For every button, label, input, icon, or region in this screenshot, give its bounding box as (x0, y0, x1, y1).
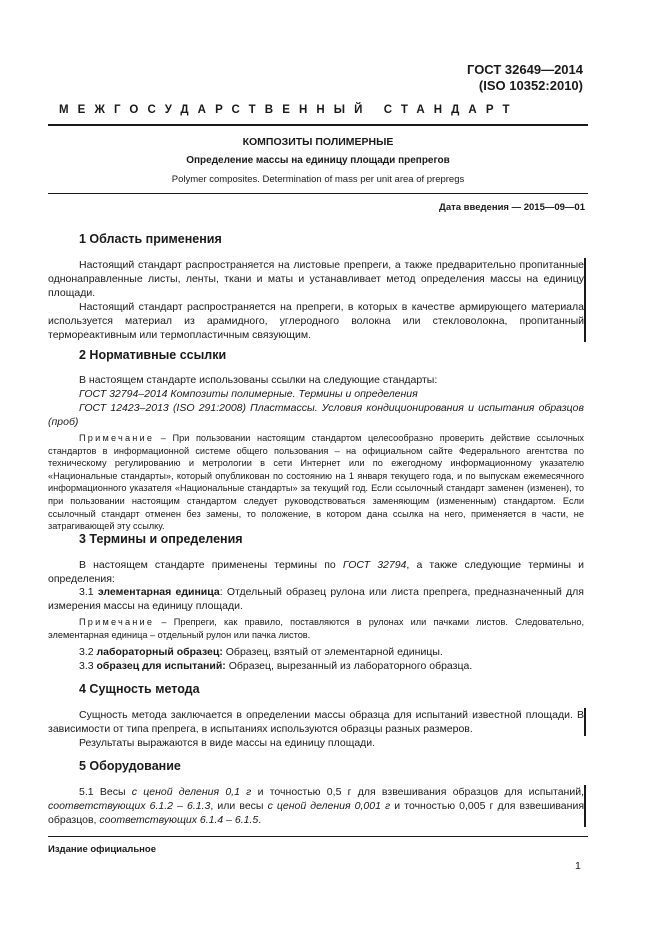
title-ru-main: КОМПОЗИТЫ ПОЛИМЕРНЫЕ (242, 136, 394, 148)
section-2-heading: 2 Нормативные ссылки (79, 348, 227, 362)
section-3-intro: В настоящем стандарте применены термины по ГОСТ 32794, а также следующие термины и определения: (48, 559, 585, 585)
term-3-2: 3.2 лабораторный образец: Образец, взятый от элементарной единицы. (79, 646, 443, 658)
title-rule (48, 193, 588, 194)
section-4-heading: 4 Сущность метода (79, 682, 200, 696)
section-1-heading: 1 Область применения (79, 232, 222, 246)
title-en: Polymer composites. Determination of mass per unit area of prepregs (171, 174, 465, 185)
section-1-paragraph-2: Настоящий стандарт распространяется на препреги, в которых в качестве армирующего материала используется материал из арамидного, углеродного волокна или стекловолокна, пропитанный термореактивным или термопластичным связующим. (48, 301, 584, 341)
reference-gost-12423: ГОСТ 12423–2013 (ISO 291:2008) Пластмассы. Условия кондиционирования и испытания образцов (проб) (48, 402, 584, 428)
change-mark (584, 258, 586, 342)
gost-designation (467, 62, 583, 94)
term-3-3: 3.3 образец для испытаний: Образец, вырезанный из лабораторного образца. (79, 660, 473, 672)
header-rule (48, 124, 588, 126)
section-3-note: Примечание – Препреги, как правило, поставляются в рулонах или пачками листов. Следовательно, элементарная единица – отдельный рулон или пачка листов. (48, 617, 584, 640)
section-3-heading: 3 Термины и определения (79, 532, 243, 546)
introduction-date: Дата введения — 2015—09—01 (439, 202, 585, 213)
footer-rule (48, 836, 588, 837)
section-1-paragraph-1: Настоящий стандарт распространяется на листовые препреги, а также предварительно пропитанные однонаправленные листы, ленты, ткани и маты и устанавливает метод определения массы на единицу площади. (48, 259, 584, 299)
term-3-1: 3.1 элементарная единица: Отдельный образец рулона или листа препрега, предназначенный для измерения массы на единицу площади. (48, 586, 584, 612)
interstate-standard-label: МЕЖГОСУДАРСТВЕННЫЙ СТАНДАРТ (59, 104, 519, 116)
change-mark (584, 785, 586, 827)
section-5-paragraph: 5.1 Весы с ценой деления 0,1 г и точностью 0,5 г для взвешивания образцов для испытаний, соответствующих 6.1.2 – 6.1.3, или весы с ценой деления 0,001 г и точностью 0,005 г для взвешивания образцов, соответствующих 6.1.4 – 6.1.5. (48, 786, 585, 826)
section-4-paragraph-2: Результаты выражаются в виде массы на единицу площади. (79, 737, 376, 749)
iso-number: (ISO 10352:2010) (478, 78, 583, 93)
gost-number: ГОСТ 32649—2014 (467, 62, 583, 77)
page-number: 1 (575, 860, 581, 872)
section-5-heading: 5 Оборудование (79, 759, 181, 773)
reference-gost-32794: ГОСТ 32794–2014 Композиты полимерные. Термины и определения (79, 388, 418, 400)
section-2-intro: В настоящем стандарте использованы ссылки на следующие стандарты: (79, 374, 438, 386)
section-2-note: Примечание – При пользовании настоящим стандартом целесообразно проверить действие ссылочных стандартов в информационной системе общего пользования – на официальном сайте Федерального агентства по техническому регулированию и метрологии в сети Интернет или по ежегодному информационному указателю «Национальные стандарты», который опубликован по состоянию на 1 января текущего года, и по выпускам ежемесячного информационного указателя «Национальные стандарты» за текущий год. Если ссылочный стандарт заменен (изменен), то при пользовании настоящим стандартом следует руководствоваться заменяющим (измененным) стандартом. Если ссылочный стандарт отменен без замены, то положение, в котором дана ссылка на него, применяется в части, не затрагивающей эту ссылку. (48, 433, 584, 532)
title-ru-sub: Определение массы на единицу площади препрегов (186, 155, 450, 166)
official-edition-label: Издание официальное (48, 844, 156, 855)
section-4-paragraph-1: Сущность метода заключается в определении массы образца для испытаний известной площади. В зависимости от типа препрега, в испытаниях используются образцы разных размеров. (48, 709, 584, 735)
change-mark (584, 708, 586, 736)
